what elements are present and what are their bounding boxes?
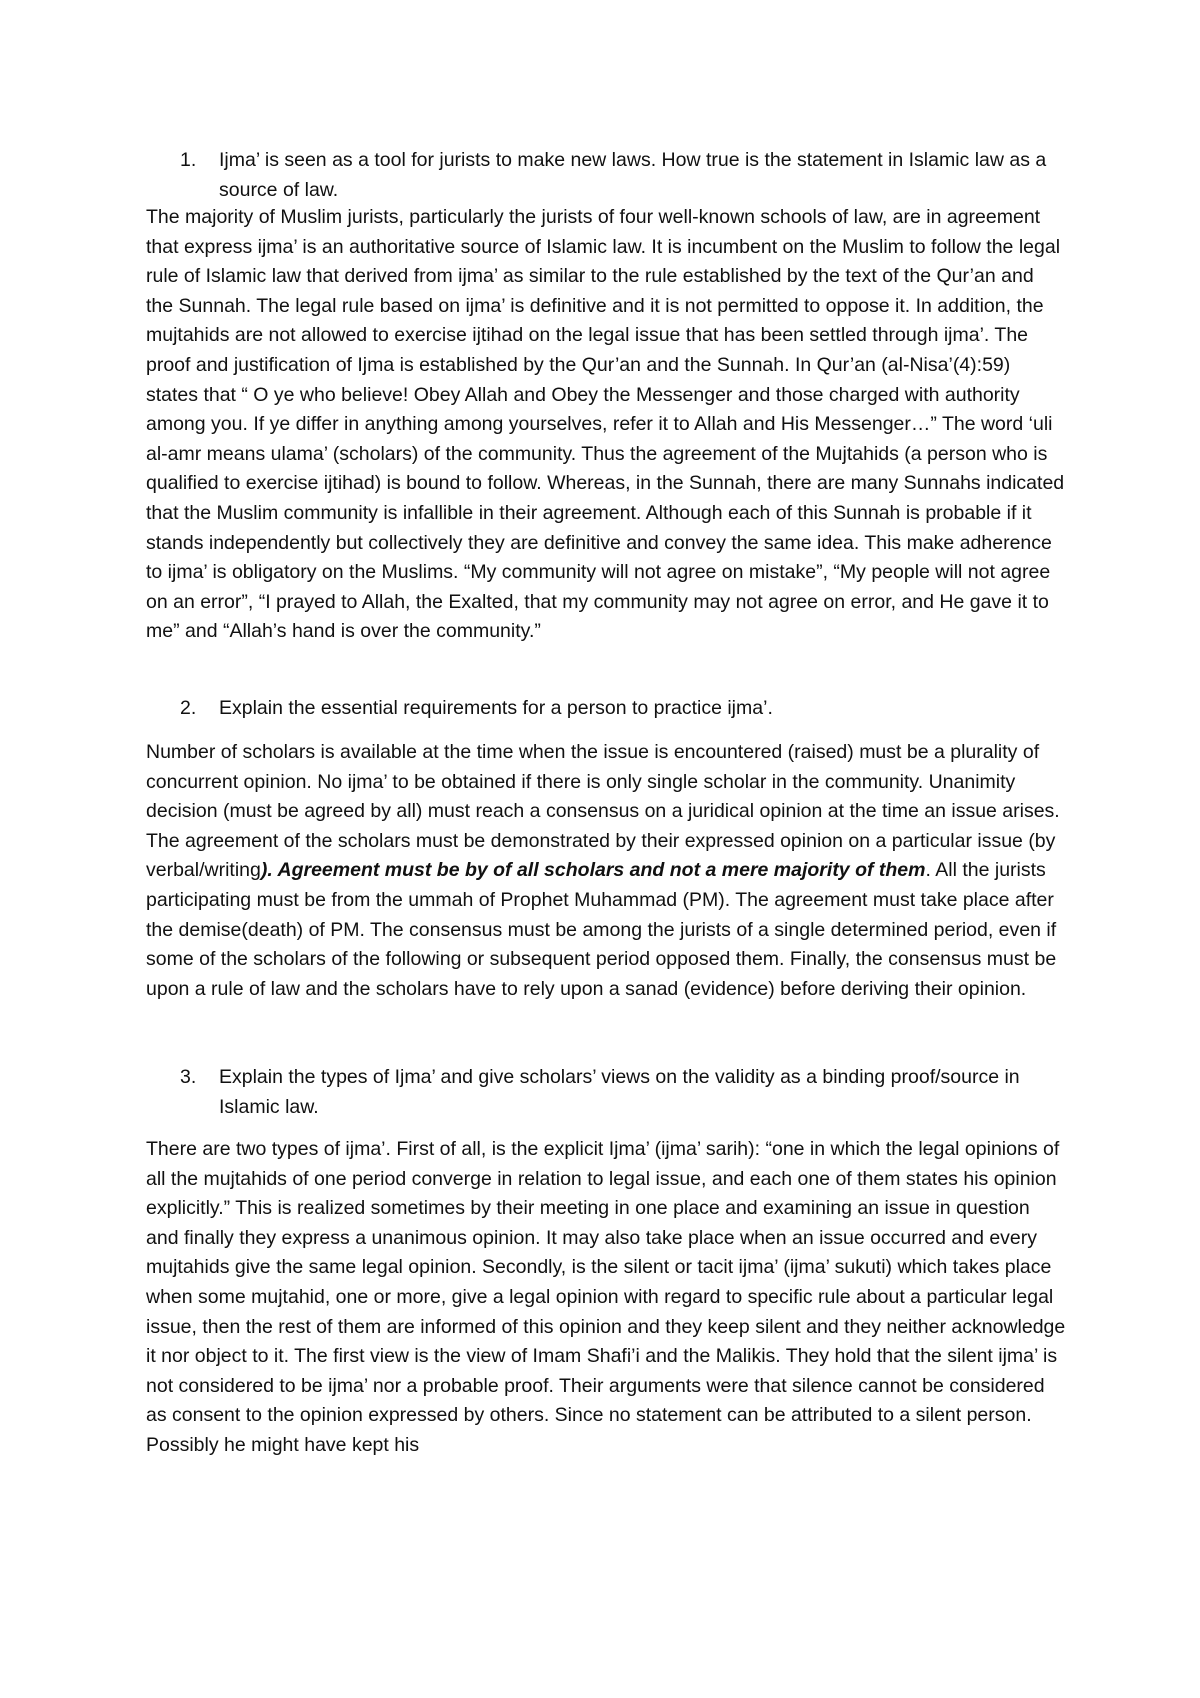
question-1 <box>180 146 1060 205</box>
question-3 <box>180 1063 1060 1122</box>
question-2 <box>180 694 1060 724</box>
answer-2 <box>146 738 1066 1004</box>
answer-text: . All the jurists participating must be from the ummah of Prophet Muhammad (PM). The agreement must take place after the demise(death) of PM. The consensus must be among the jurists of a single determined period, even if some of the scholars of the following or subsequent period opposed them. Finally, the consensus must be upon a rule of law and the scholars have to rely upon a sanad (evidence) before deriving their opinion. <box>146 859 1057 1000</box>
question-text: Explain the types of Ijma’ and give scholars’ views on the validity as a binding proof/source in Islamic law. <box>219 1066 1020 1118</box>
emphasized-text: ). Agreement must be by of all scholars and not a mere majority of them <box>260 859 926 882</box>
question-number: 1. <box>180 149 197 171</box>
question-text: Explain the essential requirements for a person to practice ijma’. <box>219 697 773 719</box>
question-text: Ijma’ is seen as a tool for jurists to make new laws. How true is the statement in Islamic law as a source of law. <box>219 149 1047 201</box>
question-number: 3. <box>180 1066 197 1088</box>
answer-3: There are two types of ijma’. First of all, is the explicit Ijma’ (ijma’ sarih): “one in which the legal opinions of all the mujtahids of one period converge in relation to legal issue, and each one of them states his opinion explicitly.” This is realized sometimes by their meeting in one place and examining an issue in question and finally they express a unanimous opinion. It may also take place when an issue occurred and every mujtahids give the same legal opinion. Secondly, is the silent or tacit ijma’ (ijma’ sukuti) which takes place when some mujtahid, one or more, give a legal opinion with regard to specific rule about a particular legal issue, then the rest of them are informed of this opinion and they keep silent and they neither acknowledge it nor object to it. The first view is the view of Imam Shafi’i and the Malikis. They hold that the silent ijma’ is not considered to be ijma’ nor a probable proof. Their arguments were that silence cannot be considered as consent to the opinion expressed by others. Since no statement can be attributed to a silent person. Possibly he might have kept his <box>146 1138 1066 1456</box>
answer-1: The majority of Muslim jurists, particularly the jurists of four well-known schools of law, are in agreement that express ijma’ is an authoritative source of Islamic law. It is incumbent on the Muslim to follow the legal rule of Islamic law that derived from ijma’ as similar to the rule established by the text of the Qur’an and the Sunnah. The legal rule based on ijma’ is definitive and it is not permitted to oppose it. In addition, the mujtahids are not allowed to exercise ijtihad on the legal issue that has been settled through ijma’. The proof and justification of Ijma is established by the Qur’an and the Sunnah. In Qur’an (al-Nisa’(4):59) states that “ O ye who believe! Obey Allah and Obey the Messenger and those charged with authority among you. If ye differ in anything among yourselves, refer it to Allah and His Messenger…” The word ‘uli al-amr means ulama’ (scholars) of the community. Thus the agreement of the Mujtahids (a person who is qualified to exercise ijtihad) is bound to follow. Whereas, in the Sunnah, there are many Sunnahs indicated that the Muslim community is infallible in their agreement. Although each of this Sunnah is probable if it stands independently but collectively they are definitive and convey the same idea. This make adherence to ijma’ is obligatory on the Muslims. “My community will not agree on mistake”, “My people will not agree on an error”, “I prayed to Allah, the Exalted, that my community may not agree on error, and He gave it to me” and “Allah’s hand is over the community.” <box>146 206 1065 643</box>
question-number: 2. <box>180 697 197 719</box>
answer-text: Number of scholars is available at the time when the issue is encountered (raised) must be a plurality of concurrent opinion. No ijma’ to be obtained if there is only single scholar in the community. Unanimity decision (must be agreed by all) must reach a consensus on a juridical opinion at the time an issue arises. The agreement of the scholars must be demonstrated by their expressed opinion on a particular issue (by verbal/writing <box>146 741 1060 882</box>
